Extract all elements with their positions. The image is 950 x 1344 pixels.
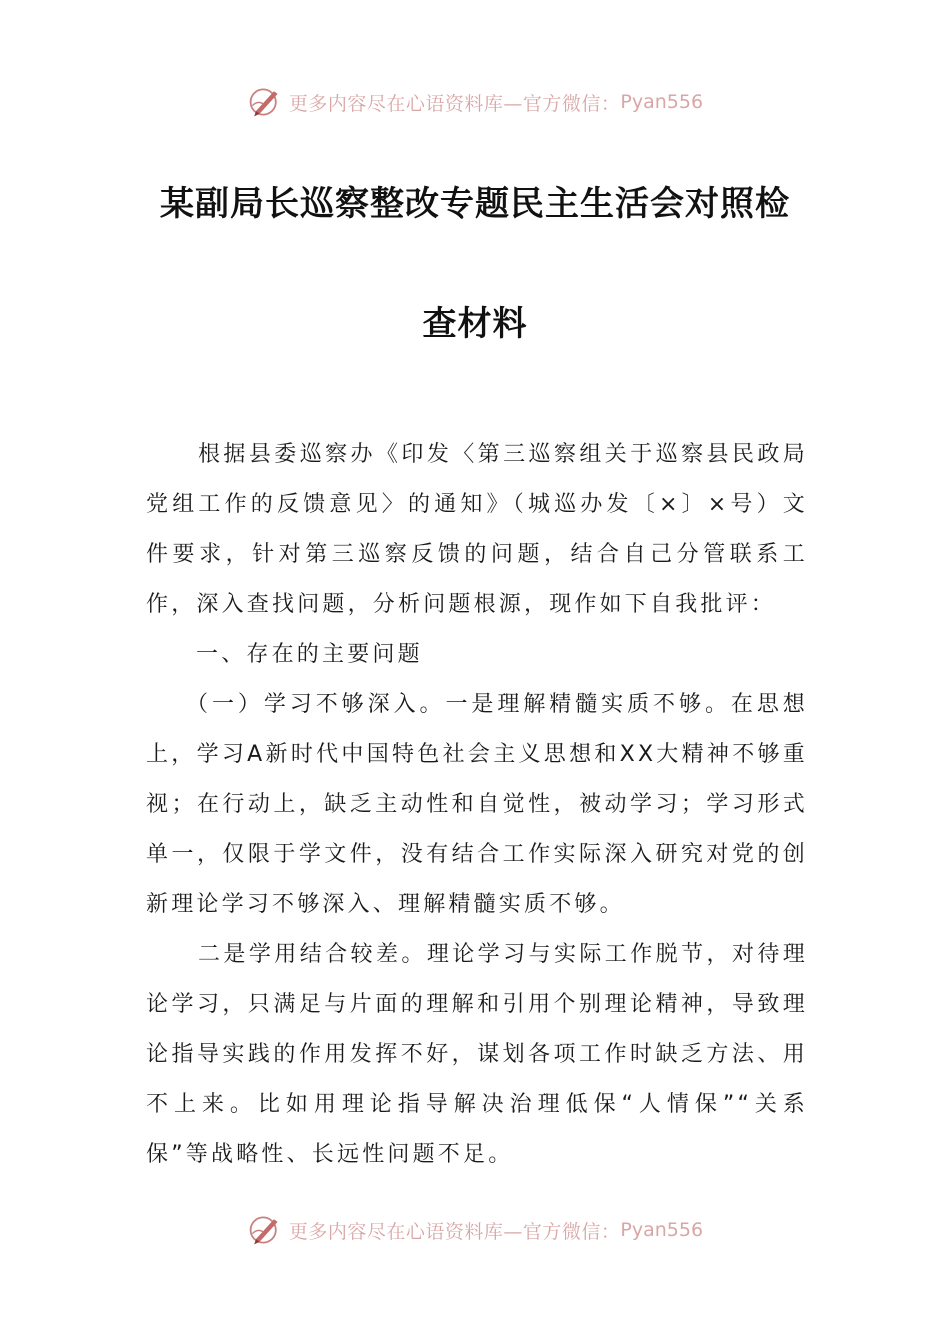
body-paragraph: （一）学习不够深入。一是理解精髓实质不够。在思想上，学习A新时代中国特色社会主义思想和XX大精神不够重视；在行动上，缺乏主动性和自觉性，被动学习；学习形式单一，仅限于学文件，没有结合工作实际深入研究对党的创新理论学习不够深入、理解精髓实质不够。 <box>146 692 808 917</box>
document-body <box>146 430 808 1180</box>
pen-logo-icon <box>247 84 283 120</box>
document-title-line-1: 某副局长巡察整改专题民主生活会对照检 <box>160 184 790 224</box>
watermark-handle: Pyan556 <box>620 1219 704 1241</box>
pen-logo-icon <box>247 1212 283 1248</box>
body-paragraph: 根据县委巡察办《印发〈第三巡察组关于巡察县民政局党组工作的反馈意见〉的通知》（城巡办发〔×〕×号）文件要求，针对第三巡察反馈的问题，结合自己分管联系工作，深入查找问题，分析问题根源，现作如下自我批评： <box>146 442 808 617</box>
watermark-banner-bottom <box>0 1210 950 1250</box>
section-heading: 一、存在的主要问题 <box>196 642 423 667</box>
watermark-text: 更多内容尽在心语资料库—官方微信： <box>288 1220 621 1243</box>
document-title-line-2: 查材料 <box>422 304 528 344</box>
watermark-banner-top <box>0 82 950 122</box>
watermark-text: 更多内容尽在心语资料库—官方微信： <box>288 92 621 115</box>
watermark-handle: Pyan556 <box>620 91 704 113</box>
body-paragraph: 二是学用结合较差。理论学习与实际工作脱节，对待理论学习，只满足与片面的理解和引用个别理论精神，导致理论指导实践的作用发挥不好，谋划各项工作时缺乏方法、用不上来。比如用理论指导解决治理低保“人情保”“关系保”等战略性、长远性问题不足。 <box>146 942 808 1167</box>
